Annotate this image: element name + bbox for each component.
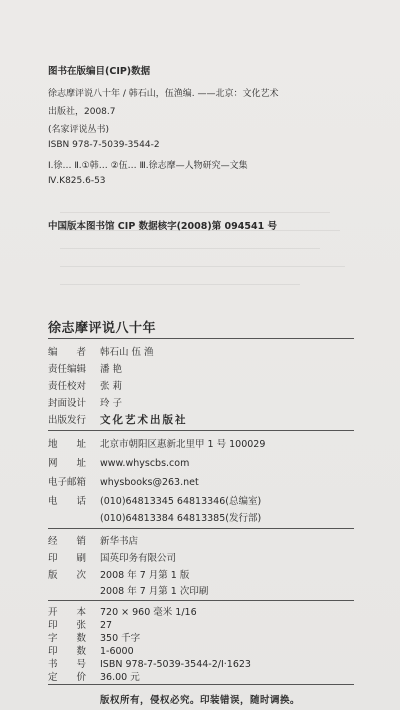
detail-row-distributor (48, 533, 138, 547)
cip-line: Ⅰ.徐… Ⅱ.①韩… ②伍… Ⅲ.徐志摩—人物研究—文集 (48, 161, 248, 171)
detail-label: 电子邮箱 (48, 477, 87, 488)
detail-row-edition (48, 567, 189, 581)
detail-value: 1-6000 (100, 646, 134, 657)
detail-row-responsible-editor (48, 361, 122, 375)
detail-label: 出版发行 (48, 415, 87, 426)
detail-row-cover-design (48, 395, 122, 409)
detail-label: 版 次 (48, 570, 87, 581)
detail-row-word-count (48, 630, 140, 644)
copyright-notice: 版权所有，侵权必究。印装错误，随时调换。 (99, 695, 300, 706)
detail-value: 2008 年 7 月第 1 次印刷 (100, 586, 209, 597)
book-title: 徐志摩评说八十年 (48, 321, 157, 336)
detail-value: 2008 年 7 月第 1 版 (100, 570, 190, 581)
cip-line: (名家评说丛书) (48, 125, 110, 135)
detail-label: 字 数 (48, 633, 87, 644)
detail-row-website (48, 455, 189, 469)
detail-value: ISBN 978-7-5039-3544-2/I·1623 (100, 659, 251, 670)
section-rule (48, 430, 354, 431)
detail-row-printing (48, 583, 208, 597)
publisher-name: 文化艺术出版社 (100, 414, 188, 426)
detail-row-printer (48, 550, 176, 564)
detail-label: 责任校对 (48, 381, 87, 392)
detail-row-publisher (48, 412, 188, 427)
detail-label: 印 数 (48, 646, 87, 657)
cip-line: 出版社，2008.7 (48, 107, 116, 117)
detail-label: 经 销 (48, 536, 87, 547)
detail-label: 封面设计 (48, 398, 87, 409)
detail-row-email (48, 474, 199, 488)
detail-value: www.whyscbs.com (100, 458, 190, 469)
detail-row-format (48, 604, 197, 618)
detail-value: 720 × 960 毫米 1/16 (100, 607, 197, 618)
detail-label: 编 者 (48, 347, 87, 358)
detail-row-price (48, 669, 140, 683)
detail-label: 书 号 (48, 659, 87, 670)
detail-row-proofreader (48, 378, 122, 392)
cip-line: ISBN 978-7-5039-3544-2 (48, 140, 160, 150)
detail-label: 印 张 (48, 620, 87, 631)
detail-value: 36.00 元 (100, 672, 140, 683)
title-rule (48, 338, 354, 339)
detail-value: 350 千字 (100, 633, 141, 644)
section-rule (48, 528, 354, 529)
detail-row-address (48, 436, 265, 450)
detail-value: 韩石山 伍 渔 (100, 347, 154, 358)
detail-value: 潘 艳 (100, 364, 123, 375)
detail-label: 电 话 (48, 496, 87, 507)
detail-value: 27 (100, 620, 113, 631)
detail-label: 地 址 (48, 439, 87, 450)
detail-row-phone (48, 493, 261, 507)
detail-label: 印 刷 (48, 553, 87, 564)
detail-label: 网 址 (48, 458, 87, 469)
detail-label: 开 本 (48, 607, 87, 618)
detail-value: 北京市朝阳区惠新北里甲 1 号 100029 (100, 439, 266, 450)
detail-row-print-run (48, 643, 134, 657)
detail-value: (010)64813345 64813346(总编室) (100, 496, 262, 507)
detail-value: whysbooks@263.net (100, 477, 199, 488)
section-rule (48, 600, 354, 601)
detail-value: 国英印务有限公司 (100, 553, 177, 564)
detail-value: 新华书店 (100, 536, 139, 547)
bottom-rule (48, 684, 354, 685)
detail-row-sheets (48, 617, 112, 631)
detail-label: 责任编辑 (48, 364, 87, 375)
detail-value: (010)64813384 64813385(发行部) (100, 513, 262, 524)
cip-library-note: 中国版本图书馆 CIP 数据核字(2008)第 094541 号 (48, 221, 277, 232)
detail-value: 玲 子 (100, 398, 123, 409)
detail-value: 张 莉 (100, 381, 123, 392)
cip-line: Ⅳ.K825.6-53 (48, 176, 106, 186)
cip-line: 徐志摩评说八十年 / 韩石山，伍渔编. ——北京：文化艺术 (48, 89, 279, 99)
cip-heading: 图书在版编目(CIP)数据 (48, 66, 151, 77)
detail-row-editor (48, 344, 154, 358)
detail-label: 定 价 (48, 672, 87, 683)
detail-row-isbn (48, 656, 251, 670)
detail-row-phone-2 (48, 510, 261, 524)
bleed-through-text (0, 200, 400, 310)
